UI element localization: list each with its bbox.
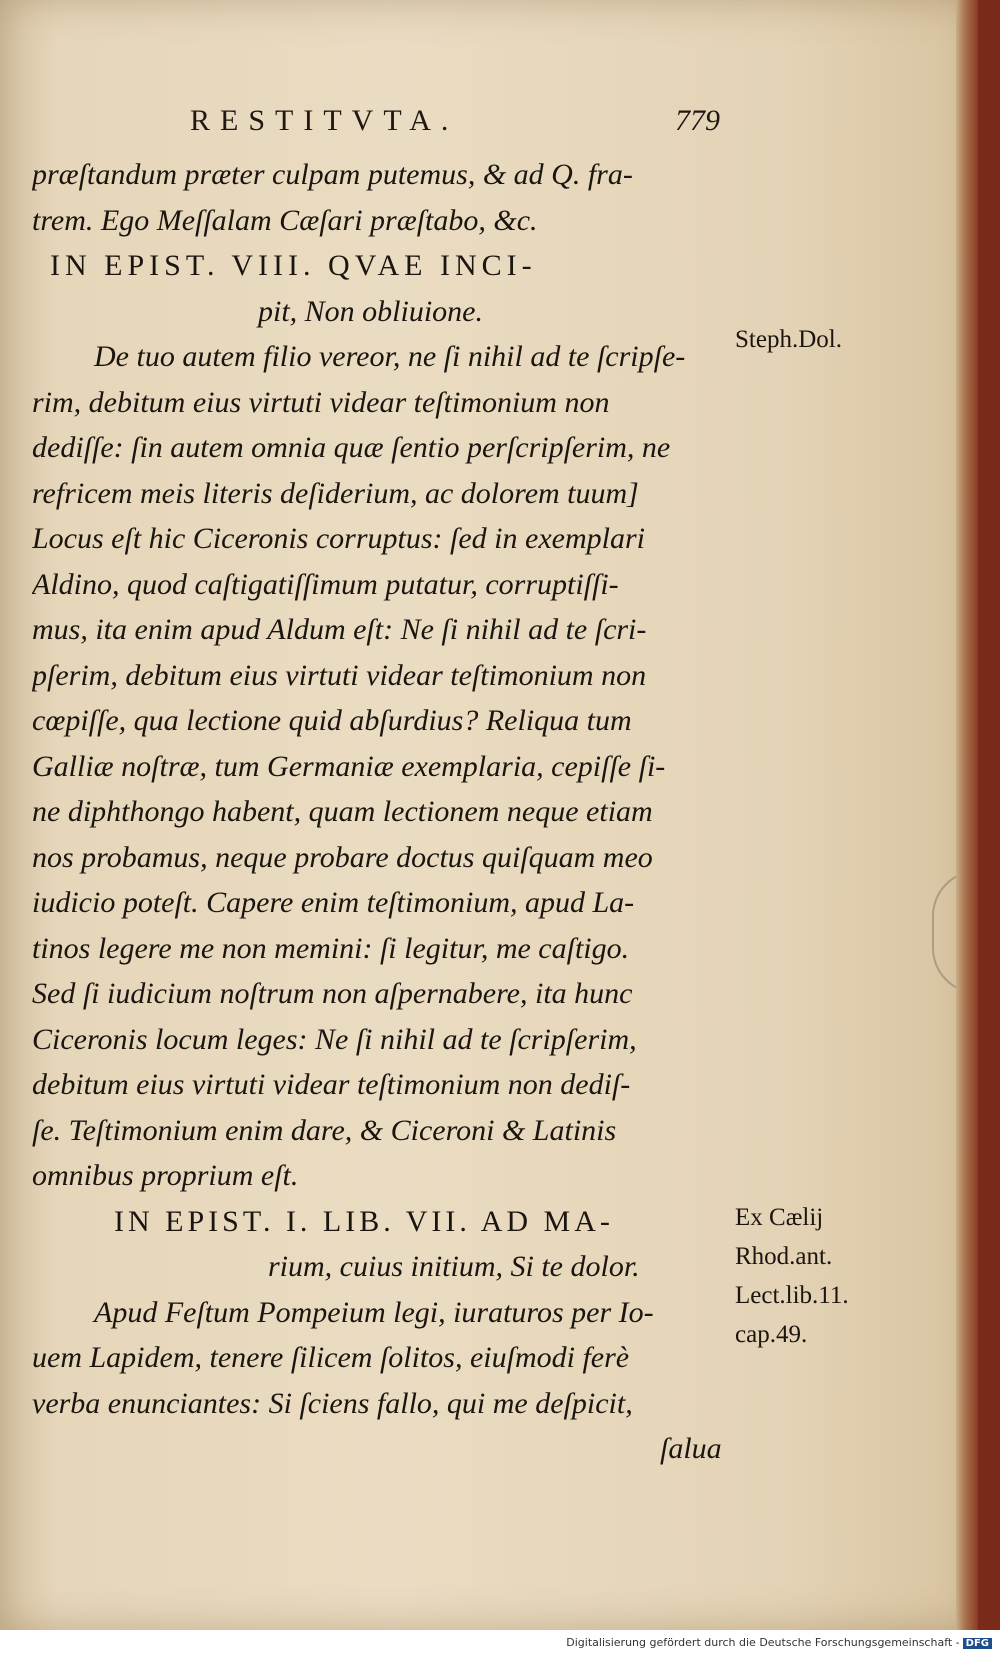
- text-line: Ciceronis locum leges: Ne ſi nihil ad te ſcripſerim,: [32, 1022, 637, 1056]
- running-head: RESTITVTA.: [190, 104, 459, 137]
- text-line: dediſſe: ſin autem omnia quæ ſentio perſcripſerim, ne: [32, 431, 671, 464]
- text-line: iudicio poteſt. Capere enim teſtimonium, apud La-: [32, 886, 635, 919]
- page-number: 779: [675, 104, 720, 137]
- text-line: pſerim, debitum eius virtuti videar teſtimonium non: [32, 658, 647, 692]
- text-line: verba enunciantes: Si ſciens fallo, qui me deſpicit,: [32, 1386, 633, 1420]
- text-line: refricem meis literis deſiderium, ac dolorem tuum]: [32, 476, 639, 510]
- text-line: omnibus proprium eſt.: [32, 1159, 299, 1192]
- text-line: mus, ita enim apud Aldum eſt: Ne ſi nihil ad te ſcri-: [32, 613, 647, 646]
- page-edge: [956, 0, 978, 1630]
- margin-note: Lect.lib.11.: [735, 1282, 849, 1309]
- catchword: ſalua: [660, 1432, 722, 1465]
- text-line: tinos legere me non memini: ſi legitur, me caſtigo.: [32, 931, 630, 965]
- section-heading: IN EPIST. VIII. QVAE INCI-: [50, 249, 537, 282]
- margin-note: Rhod.ant.: [735, 1243, 833, 1270]
- main-text: [32, 152, 732, 1472]
- margin-note: Ex Cælij: [735, 1204, 824, 1231]
- text-line: nos probamus, neque probare doctus quiſquam meo: [32, 840, 653, 874]
- text-line: trem. Ego Meſſalam Cæſari præſtabo, &c.: [32, 203, 538, 237]
- section-heading: IN EPIST. I. LIB. VII. AD MA-: [114, 1204, 614, 1238]
- text-line: ſe. Teſtimonium enim dare, & Ciceroni & Latinis: [32, 1113, 617, 1147]
- digitization-credit: [566, 1636, 992, 1649]
- text-line: Sed ſi iudicium noſtrum non aſpernabere, ita hunc: [32, 977, 633, 1010]
- page-header: [180, 104, 720, 144]
- text-line: Aldino, quod caſtigatiſſimum putatur, corruptiſſi-: [32, 567, 619, 601]
- text-line: cœpiſſe, qua lectione quid abſurdius? Reliqua tum: [32, 704, 632, 737]
- text-line: rim, debitum eius virtuti videar teſtimonium non: [32, 385, 610, 419]
- margin-note: cap.49.: [735, 1321, 808, 1348]
- margin-note: Steph.Dol.: [735, 326, 842, 353]
- credit-text: Digitalisierung gefördert durch die Deutsche Forschungsgemeinschaft -: [566, 1636, 960, 1649]
- text-line: Galliæ noſtræ, tum Germaniæ exemplaria, cepiſſe ſi-: [32, 749, 666, 783]
- text-line: debitum eius virtuti videar teſtimonium non dediſ-: [32, 1068, 631, 1101]
- text-line: Locus eſt hic Ciceronis corruptus: ſed in exemplari: [32, 522, 645, 555]
- dfg-logo: DFG: [963, 1638, 992, 1649]
- text-line: ne diphthongo habent, quam lectionem neque etiam: [32, 795, 653, 828]
- text-line: uem Lapidem, tenere ſilicem ſolitos, eiuſmodi ferè: [32, 1341, 630, 1374]
- section-heading-sub: rium, cuius initium, Si te dolor.: [268, 1250, 640, 1283]
- text-line: Apud Feſtum Pompeium legi, iuraturos per Io-: [94, 1295, 654, 1329]
- section-heading-sub: pit, Non obliuione.: [258, 294, 483, 328]
- text-line: De tuo autem filio vereor, ne ſi nihil ad te ſcripſe-: [94, 340, 686, 373]
- text-line: præſtandum præter culpam putemus, & ad Q. fra-: [32, 158, 633, 191]
